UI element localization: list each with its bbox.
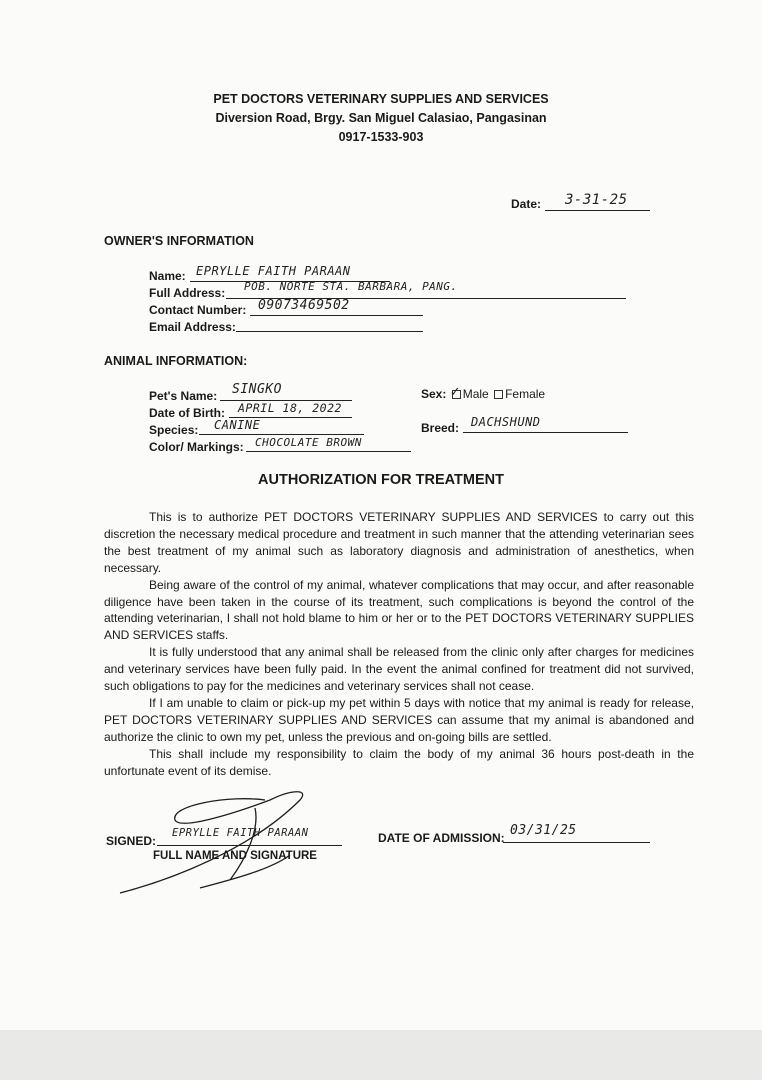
- clinic-name: PET DOCTORS VETERINARY SUPPLIES AND SERVICES: [213, 92, 549, 106]
- pet-name-label: Pet's Name:: [149, 389, 218, 403]
- contact-line: [250, 315, 423, 316]
- color-label: Color/ Markings:: [149, 440, 244, 454]
- name-value[interactable]: EPRYLLE FAITH PARAAN: [196, 264, 351, 278]
- authorization-paragraph-2: Being aware of the control of my animal, whatever complications that may occur, and after reasonable diligence have been taken in the course of its treatment, such complications is beyond the control of the attending veterinarian, I shall not hold blame to him or her or to the PET DOCTORS VETERINARY SUPPLIES AND SERVICES staffs.: [104, 577, 694, 643]
- color-value[interactable]: CHOCOLATE BROWN: [255, 436, 362, 449]
- animal-heading: ANIMAL INFORMATION:: [104, 354, 248, 368]
- address-label: Full Address:: [149, 286, 226, 300]
- signed-label: SIGNED:: [106, 834, 157, 848]
- authorization-paragraph-4: If I am unable to claim or pick-up my pet within 5 days with notice that my animal is ready for release, PET DOCTORS VETERINARY SUPPLIES AND SERVICES can assume that my animal is abandoned and authorize the clinic to own my pet, unless the previous and on-going bills are settled.: [104, 695, 694, 744]
- authorization-paragraph-1: This is to authorize PET DOCTORS VETERINARY SUPPLIES AND SERVICES to carry out this discretion the necessary medical procedure and treatment in such manner that the attending veterinarian sees the best treatment of my animal such as laboratory diagnosis and administration of anesthetics, when necessary.: [104, 510, 694, 575]
- clinic-phone: 0917-1533-903: [338, 130, 424, 144]
- signature-line: [157, 845, 342, 846]
- admission-label: DATE OF ADMISSION:: [378, 831, 505, 845]
- dob-label: Date of Birth:: [149, 406, 225, 420]
- sex-label: Sex:: [421, 387, 447, 401]
- check-mark-icon: ✓: [449, 384, 461, 400]
- breed-label: Breed:: [421, 421, 460, 435]
- contact-label: Contact Number:: [149, 303, 247, 317]
- sex-field: [421, 384, 546, 401]
- female-checkbox[interactable]: [494, 390, 503, 399]
- clinic-address: Diversion Road, Brgy. San Miguel Calasiao, Pangasinan: [215, 111, 547, 125]
- date-label: Date:: [511, 197, 542, 211]
- admission-line: [503, 842, 650, 843]
- date-line: [545, 210, 650, 211]
- authorization-title: AUTHORIZATION FOR TREATMENT: [258, 472, 504, 488]
- signature-caption: FULL NAME AND SIGNATURE: [153, 850, 317, 862]
- owner-heading: OWNER'S INFORMATION: [104, 234, 254, 248]
- email-label: Email Address:: [149, 320, 236, 334]
- address-value[interactable]: POB. NORTE STA. BARBARA, PANG.: [244, 280, 458, 293]
- male-checkbox[interactable]: [449, 384, 461, 400]
- breed-value[interactable]: DACHSHUND: [471, 415, 541, 429]
- breed-line: [463, 432, 628, 433]
- email-line: [236, 331, 423, 332]
- signed-name[interactable]: EPRYLLE FAITH PARAAN: [172, 827, 309, 839]
- authorization-paragraph-5: This shall include my responsibility to claim the body of my animal 36 hours post-death in the unfortunate event of its demise.: [104, 746, 694, 778]
- pet-name-value[interactable]: SINGKO: [232, 382, 282, 397]
- authorization-paragraph-3: It is fully understood that any animal shall be released from the clinic only after charges for medicines and veterinary services have been fully paid. In the event the animal confined for treatment did not survived, such obligations to pay for the medicines and veterinary services shall not cease.: [104, 645, 694, 694]
- species-value[interactable]: CANINE: [214, 418, 261, 432]
- dob-value[interactable]: APRIL 18, 2022: [238, 401, 342, 415]
- date-value[interactable]: 3-31-25: [565, 192, 628, 208]
- name-label: Name:: [149, 269, 186, 283]
- male-option: Male: [462, 387, 489, 401]
- species-label: Species:: [149, 423, 199, 437]
- color-line: [246, 451, 411, 452]
- authorization-body: [104, 509, 694, 780]
- admission-value[interactable]: 03/31/25: [510, 823, 577, 838]
- page-background: [0, 1030, 762, 1080]
- contact-value[interactable]: 09073469502: [258, 298, 350, 313]
- female-option: Female: [505, 387, 546, 401]
- species-line: [199, 434, 364, 435]
